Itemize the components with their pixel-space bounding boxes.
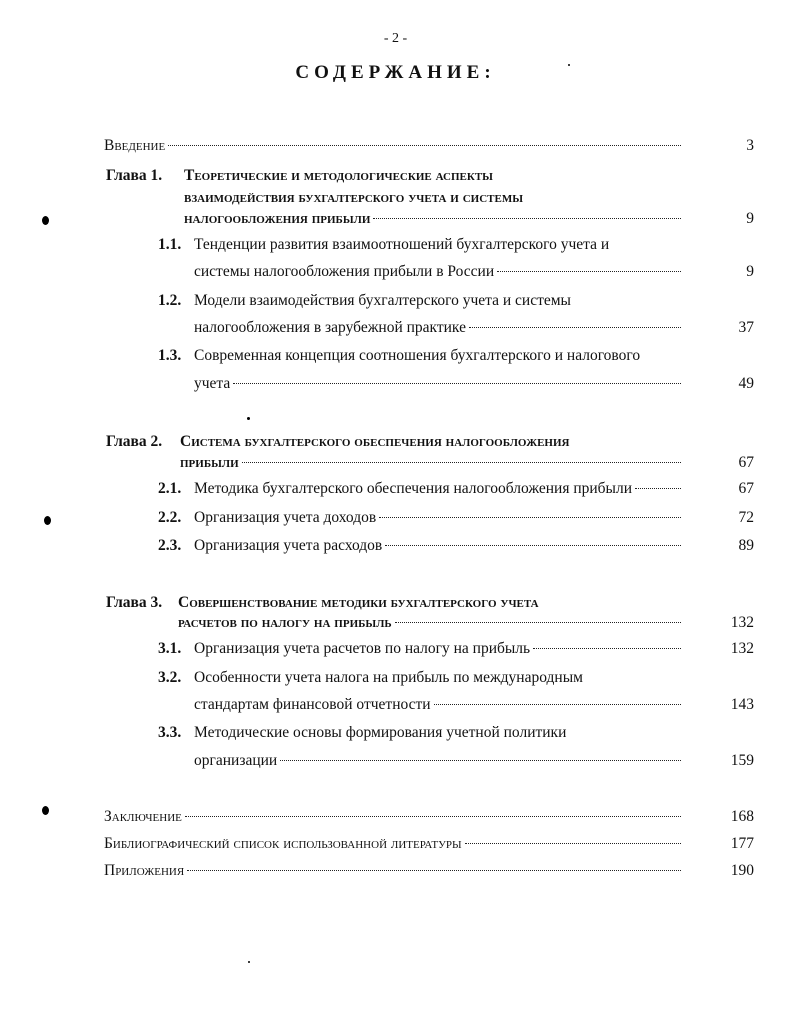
section-1-2-line1: Модели взаимодействия бухгалтерского учета и системы bbox=[194, 292, 571, 309]
dot-leader bbox=[385, 545, 681, 546]
dot-leader bbox=[373, 218, 681, 219]
section-1-1-line1: Тенденции развития взаимоотношений бухгалтерского учета и bbox=[194, 236, 610, 253]
toc-bibliography-page: 177 bbox=[730, 835, 754, 852]
dot-leader bbox=[168, 145, 681, 146]
dot-leader bbox=[187, 870, 681, 871]
scan-speck bbox=[247, 417, 250, 420]
scan-mark bbox=[44, 516, 51, 525]
toc-section-2-3 bbox=[194, 536, 754, 556]
toc-bibliography bbox=[104, 834, 754, 854]
section-2-1-page: 67 bbox=[738, 480, 754, 497]
dot-leader bbox=[242, 462, 681, 463]
scan-speck bbox=[568, 64, 570, 66]
scan-mark bbox=[42, 216, 49, 225]
toc-chapter1 bbox=[184, 209, 754, 229]
section-2-1-text: Методика бухгалтерского обеспечения налогообложения прибыли bbox=[194, 480, 632, 497]
dot-leader bbox=[185, 816, 681, 817]
chapter1-title-line2: взаимодействия бухгалтерского учета и системы bbox=[184, 189, 524, 206]
toc-intro-text: Введение bbox=[104, 137, 166, 154]
section-3-1-num: 3.1. bbox=[158, 640, 182, 657]
section-2-2-text: Организация учета доходов bbox=[194, 509, 377, 526]
toc-chapter2 bbox=[180, 453, 754, 473]
chapter1-page: 9 bbox=[746, 210, 754, 227]
toc-section-3-3 bbox=[194, 751, 754, 771]
chapter1-label: Глава 1. bbox=[106, 167, 163, 184]
dot-leader bbox=[379, 517, 681, 518]
scan-mark bbox=[42, 806, 49, 815]
dot-leader bbox=[497, 271, 681, 272]
chapter2-title-line1: Система бухгалтерского обеспечения налогообложения bbox=[180, 433, 570, 450]
toc-conclusion-text: Заключение bbox=[104, 808, 182, 825]
toc-section-2-1 bbox=[194, 479, 754, 499]
chapter1-title-line3: налогообложения прибыли bbox=[184, 210, 371, 227]
section-2-2-num: 2.2. bbox=[158, 509, 182, 526]
chapter2-page: 67 bbox=[738, 454, 754, 471]
section-3-3-line1: Методические основы формирования учетной политики bbox=[194, 724, 567, 741]
toc-bibliography-text: Библиографический список использованной литературы bbox=[104, 835, 462, 852]
section-2-3-page: 89 bbox=[738, 537, 754, 554]
section-2-2-page: 72 bbox=[738, 509, 754, 526]
section-3-1-page: 132 bbox=[730, 640, 754, 657]
section-1-2-num: 1.2. bbox=[158, 292, 182, 309]
chapter3-page: 132 bbox=[730, 614, 754, 631]
toc-section-1-1 bbox=[194, 262, 754, 282]
section-1-2-line2: налогообложения в зарубежной практике bbox=[194, 319, 466, 336]
toc-appendix-page: 190 bbox=[730, 862, 754, 879]
chapter1-title-line1: Теоретические и методологические аспекты bbox=[184, 167, 493, 184]
chapter2-title-line2: прибыли bbox=[180, 454, 239, 471]
page-number: - 2 - bbox=[383, 31, 408, 46]
section-3-1-text: Организация учета расчетов по налогу на прибыль bbox=[194, 640, 531, 657]
section-1-3-num: 1.3. bbox=[158, 347, 182, 364]
toc-section-1-2 bbox=[194, 318, 754, 338]
section-1-1-line2: системы налогообложения прибыли в России bbox=[194, 263, 495, 280]
chapter3-title-line2: расчетов по налогу на прибыль bbox=[178, 614, 392, 631]
chapter3-title-line1: Совершенствование методики бухгалтерского учета bbox=[178, 594, 539, 611]
section-1-3-page: 49 bbox=[738, 375, 754, 392]
toc-intro bbox=[104, 136, 754, 156]
toc-intro-page: 3 bbox=[746, 137, 754, 154]
section-3-2-page: 143 bbox=[730, 696, 754, 713]
section-1-3-line1: Современная концепция соотношения бухгалтерского и налогового bbox=[194, 347, 641, 364]
dot-leader bbox=[469, 327, 681, 328]
scan-speck bbox=[248, 961, 250, 963]
section-2-3-num: 2.3. bbox=[158, 537, 182, 554]
section-1-3-line2: учета bbox=[194, 375, 231, 392]
dot-leader bbox=[395, 622, 681, 623]
dot-leader bbox=[434, 704, 681, 705]
toc-chapter3 bbox=[178, 613, 754, 633]
toc-section-2-2 bbox=[194, 508, 754, 528]
toc-section-3-2 bbox=[194, 695, 754, 715]
dot-leader bbox=[635, 488, 681, 489]
section-1-2-page: 37 bbox=[738, 319, 754, 336]
dot-leader bbox=[280, 760, 681, 761]
section-1-1-num: 1.1. bbox=[158, 236, 182, 253]
section-3-3-num: 3.3. bbox=[158, 724, 182, 741]
toc-section-3-1 bbox=[194, 639, 754, 659]
toc-conclusion-page: 168 bbox=[730, 808, 754, 825]
toc-conclusion bbox=[104, 807, 754, 827]
section-3-2-line2: стандартам финансовой отчетности bbox=[194, 696, 431, 713]
chapter2-label: Глава 2. bbox=[106, 433, 163, 450]
toc-section-1-3 bbox=[194, 374, 754, 394]
dot-leader bbox=[233, 383, 681, 384]
section-1-1-page: 9 bbox=[746, 263, 754, 280]
toc-appendix bbox=[104, 861, 754, 881]
dot-leader bbox=[465, 843, 681, 844]
section-3-2-line1: Особенности учета налога на прибыль по международным bbox=[194, 669, 583, 686]
section-3-2-num: 3.2. bbox=[158, 669, 182, 686]
section-2-1-num: 2.1. bbox=[158, 480, 182, 497]
dot-leader bbox=[533, 648, 681, 649]
toc-appendix-text: Приложения bbox=[104, 862, 185, 879]
section-3-3-line2: организации bbox=[194, 752, 278, 769]
page-title: СОДЕРЖАНИЕ: bbox=[295, 62, 496, 83]
chapter3-label: Глава 3. bbox=[106, 594, 163, 611]
section-2-3-text: Организация учета расходов bbox=[194, 537, 383, 554]
section-3-3-page: 159 bbox=[730, 752, 754, 769]
